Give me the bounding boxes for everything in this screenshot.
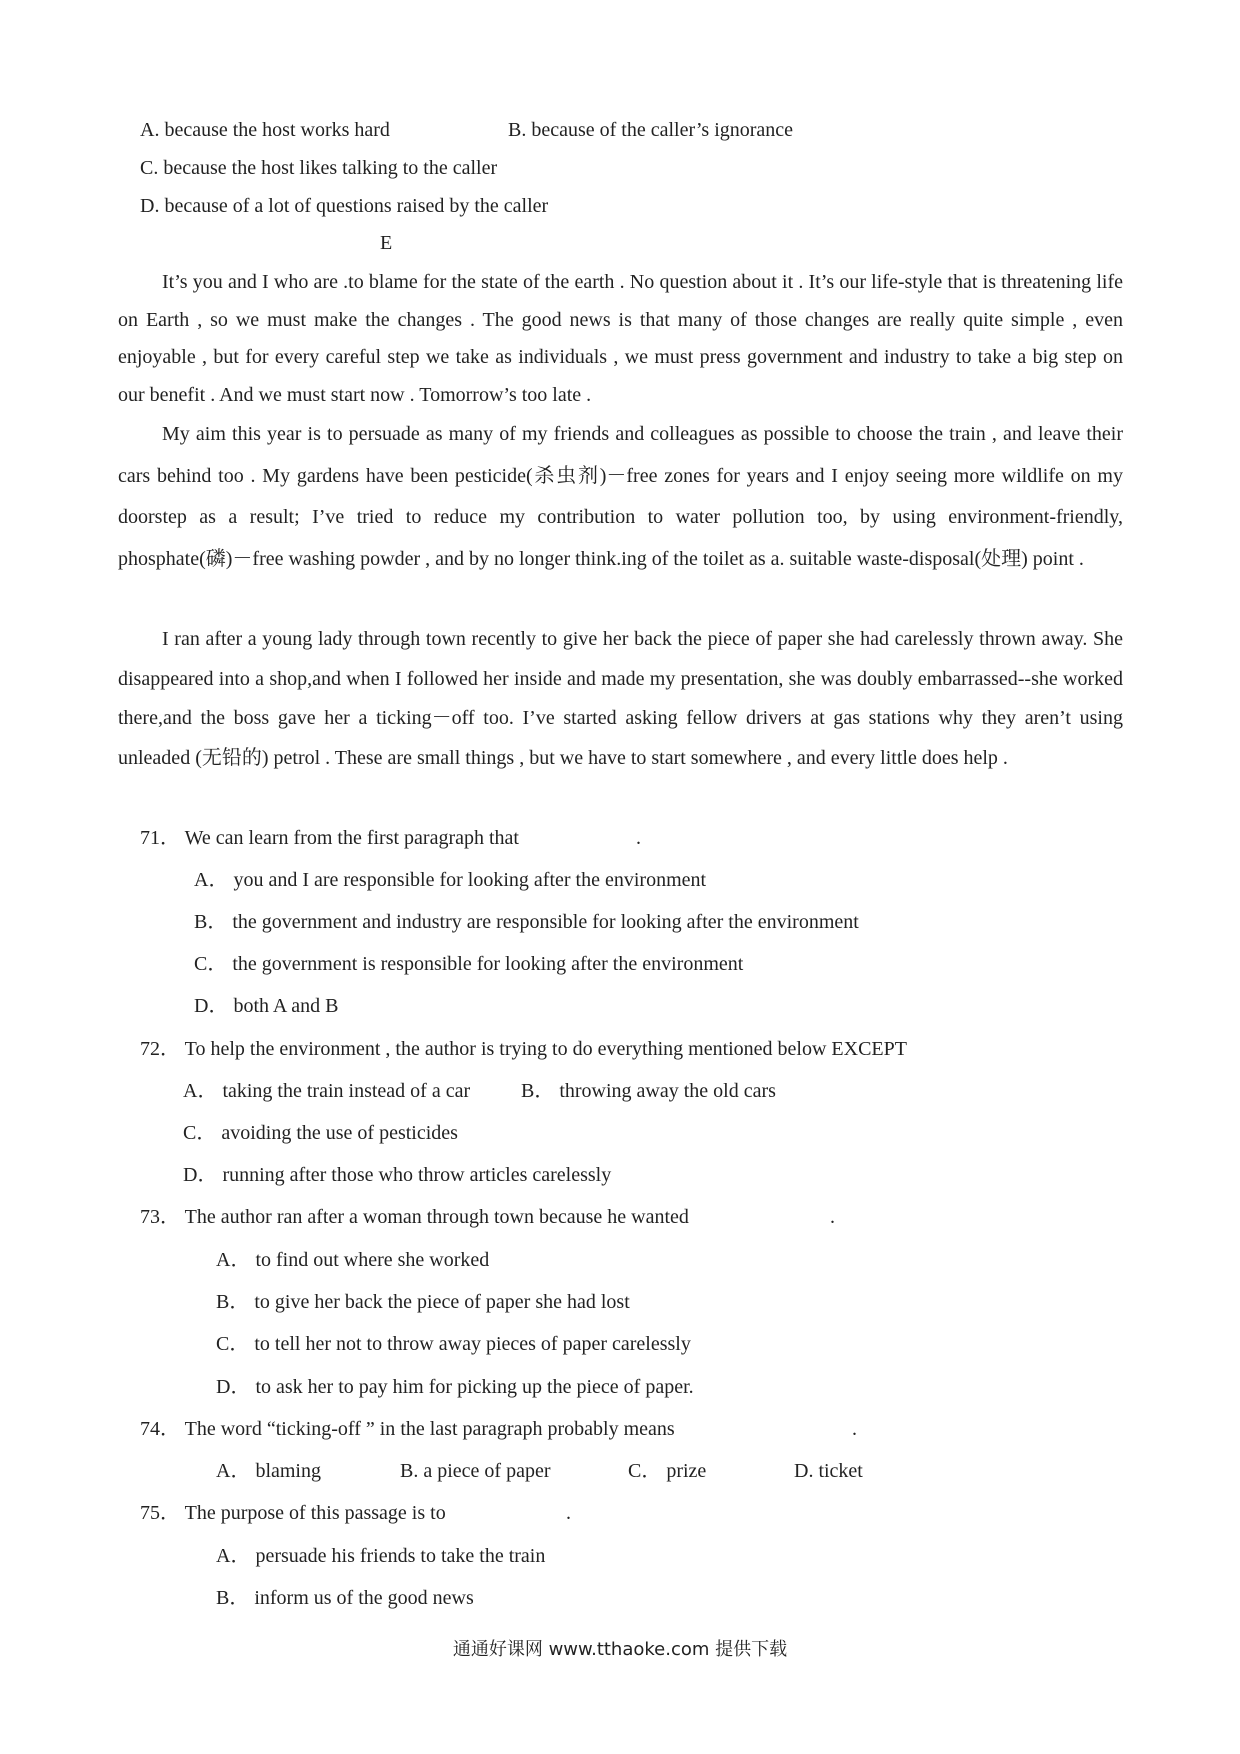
q71-option-a: A． you and I are responsible for looking after the environment [194,869,707,891]
q74-option-a: A． blaming [216,1460,321,1482]
q75-stem: 75． The purpose of this passage is to [140,1502,446,1524]
footer-site-credit: 通通好课网 www.tthaoke.com 提供下载 [452,1639,788,1660]
section-letter: E [380,232,393,254]
q74-option-d: D. ticket [794,1460,863,1482]
q73-option-b: B． to give her back the piece of paper she had lost [216,1291,630,1313]
q71-stem: 71． We can learn from the first paragraph that [140,827,519,849]
passage-paragraph-2: My aim this year is to persuade as many of my friends and colleagues as possible to choose the train , and leave their cars behind too . My gardens have been pesticide(杀虫剂)－free zones for years and I enjoy seeing more wildlife on my doorstep as a result; I’ve tried to reduce my contribution to water pollution too, by using environment-friendly, phosphate(磷)－free washing powder , and by no longer think.ing of the toilet as a. suitable waste-disposal(处理) point . [118,423,1123,570]
prev-option-d: D. because of a lot of questions raised by the caller [140,195,549,217]
q72-option-c: C． avoiding the use of pesticides [183,1122,458,1144]
passage-paragraph-3: I ran after a young lady through town recently to give her back the piece of paper she had carelessly thrown away. She disappeared into a shop,and when I followed her inside and made my presentation, she was doubly embarrassed--she worked there,and the boss gave her a ticking－off too. I’ve started asking fellow drivers at gas stations why they aren’t using unleaded (无铅的) petrol . These are small things , but we have to start somewhere , and every little does help . [118,628,1123,769]
q74-blank-end: . [852,1418,857,1440]
q73-option-d: D． to ask her to pay him for picking up the piece of paper. [216,1376,694,1398]
passage-paragraph-1: It’s you and I who are .to blame for the state of the earth . No question about it . It’s our life-style that is threatening life on Earth , so we must make the changes . The good news is that many of those changes are really quite simple , even enjoyable , but for every careful step we take as individuals , we must press government and industry to take a big step on our benefit . And we must start now . Tomorrow’s too late . [118,271,1123,406]
q74-option-c: C． prize [628,1460,707,1482]
q71-option-c: C． the government is responsible for looking after the environment [194,953,744,975]
q72-option-a: A． taking the train instead of a car [183,1080,471,1102]
prev-option-b: B. because of the caller’s ignorance [508,119,794,141]
q73-option-c: C． to tell her not to throw away pieces of paper carelessly [216,1333,691,1355]
q75-option-b: B． inform us of the good news [216,1587,474,1609]
prev-option-c: C. because the host likes talking to the caller [140,157,498,179]
q72-option-b: B． throwing away the old cars [521,1080,776,1102]
q75-blank-end: . [566,1502,571,1524]
q72-stem: 72． To help the environment , the author is trying to do everything mentioned below EXCEPT [140,1038,907,1060]
q71-blank-end: . [636,827,641,849]
prev-option-a: A. because the host works hard [140,119,390,141]
q75-option-a: A． persuade his friends to take the train [216,1545,546,1567]
q72-option-d: D． running after those who throw articles carelessly [183,1164,612,1186]
q73-blank-end: . [830,1206,835,1228]
q73-stem: 73． The author ran after a woman through town because he wanted [140,1206,689,1228]
q74-stem: 74． The word “ticking-off ” in the last paragraph probably means [140,1418,675,1440]
q71-option-d: D． both A and B [194,995,339,1017]
q73-option-a: A． to find out where she worked [216,1249,490,1271]
q71-option-b: B． the government and industry are responsible for looking after the environment [194,911,859,933]
q74-option-b: B. a piece of paper [400,1460,551,1482]
